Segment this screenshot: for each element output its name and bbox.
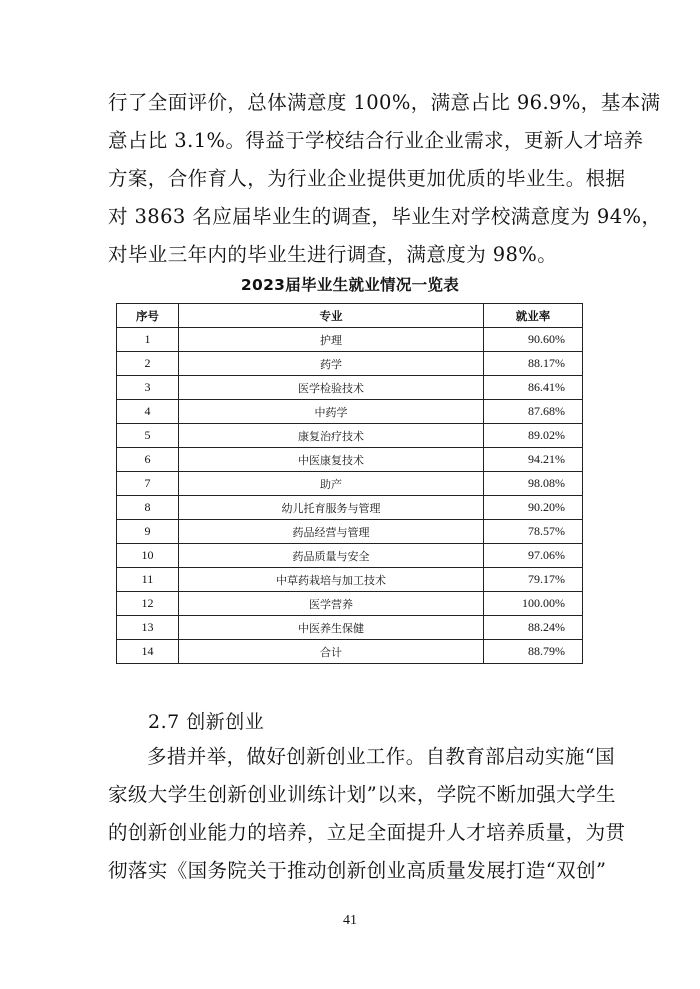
paragraph-line: 意占比 3.1%。得益于学校结合行业企业需求，更新人才培养: [108, 129, 644, 152]
cell-no: 9: [117, 520, 179, 544]
cell-major: 合计: [178, 640, 483, 664]
table-row: [117, 592, 583, 616]
table-row: [117, 400, 583, 424]
paragraph-line: 对毕业三年内的毕业生进行调查，满意度为 98%。: [108, 243, 558, 266]
cell-major: 中草药栽培与加工技术: [178, 568, 483, 592]
cell-major: 药学: [178, 352, 483, 376]
paragraph-line: 家级大学生创新创业训练计划”以来，学院不断加强大学生: [108, 783, 616, 806]
cell-major: 医学检验技术: [178, 376, 483, 400]
cell-no: 13: [117, 616, 179, 640]
cell-rate: 90.60%: [484, 328, 583, 352]
cell-major: 助产: [178, 472, 483, 496]
table-row: [117, 544, 583, 568]
intro-paragraph: [108, 84, 662, 274]
table-row: [117, 568, 583, 592]
table-title: 2023届毕业生就业情况一览表: [240, 276, 460, 294]
cell-major: 护理: [178, 328, 483, 352]
paragraph-line: 对 3863 名应届毕业生的调查，毕业生对学校满意度为 94%，: [108, 205, 662, 228]
cell-rate: 88.24%: [484, 616, 583, 640]
cell-major: 医学营养: [178, 592, 483, 616]
paragraph-line: 多措并举，做好创新创业工作。自教育部启动实施“国: [147, 745, 616, 768]
cell-no: 11: [117, 568, 179, 592]
cell-no: 4: [117, 400, 179, 424]
paragraph-line: 的创新创业能力的培养，立足全面提升人才培养质量，为贯: [108, 821, 626, 844]
cell-no: 10: [117, 544, 179, 568]
employment-table: [116, 303, 583, 664]
cell-rate: 86.41%: [484, 376, 583, 400]
paragraph-line: 方案，合作育人，为行业企业提供更加优质的毕业生。根据: [108, 167, 626, 190]
page-number: 41: [343, 913, 357, 928]
table-row: [117, 520, 583, 544]
paragraph-line: 行了全面评价，总体满意度 100%，满意占比 96.9%，基本满: [108, 91, 661, 114]
cell-rate: 97.06%: [484, 544, 583, 568]
cell-rate: 89.02%: [484, 424, 583, 448]
cell-rate: 79.17%: [484, 568, 583, 592]
cell-major: 幼儿托育服务与管理: [178, 496, 483, 520]
cell-rate: 88.79%: [484, 640, 583, 664]
cell-rate: 94.21%: [484, 448, 583, 472]
cell-rate: 100.00%: [484, 592, 583, 616]
cell-major: 药品经营与管理: [178, 520, 483, 544]
cell-major: 中药学: [178, 400, 483, 424]
cell-rate: 78.57%: [484, 520, 583, 544]
header-rate: 就业率: [484, 304, 583, 328]
cell-no: 5: [117, 424, 179, 448]
header-major: 专业: [178, 304, 483, 328]
cell-major: 康复治疗技术: [178, 424, 483, 448]
header-no: 序号: [117, 304, 179, 328]
table-row: [117, 616, 583, 640]
cell-no: 1: [117, 328, 179, 352]
cell-no: 6: [117, 448, 179, 472]
cell-major: 药品质量与安全: [178, 544, 483, 568]
section-paragraph: [108, 738, 626, 890]
cell-no: 8: [117, 496, 179, 520]
cell-no: 2: [117, 352, 179, 376]
cell-rate: 88.17%: [484, 352, 583, 376]
cell-rate: 98.08%: [484, 472, 583, 496]
cell-no: 7: [117, 472, 179, 496]
table-row: [117, 448, 583, 472]
table-row: [117, 472, 583, 496]
table-row: [117, 424, 583, 448]
cell-no: 14: [117, 640, 179, 664]
table-row: [117, 352, 583, 376]
cell-major: 中医养生保健: [178, 616, 483, 640]
cell-rate: 90.20%: [484, 496, 583, 520]
cell-no: 3: [117, 376, 179, 400]
table-header-row: [117, 304, 583, 328]
section-heading: 2.7 创新创业: [148, 711, 265, 733]
table-row: [117, 640, 583, 664]
table-row: [117, 328, 583, 352]
table-row: [117, 496, 583, 520]
cell-rate: 87.68%: [484, 400, 583, 424]
paragraph-line: 彻落实《国务院关于推动创新创业高质量发展打造“双创”: [108, 859, 607, 882]
table-row: [117, 376, 583, 400]
cell-major: 中医康复技术: [178, 448, 483, 472]
cell-no: 12: [117, 592, 179, 616]
